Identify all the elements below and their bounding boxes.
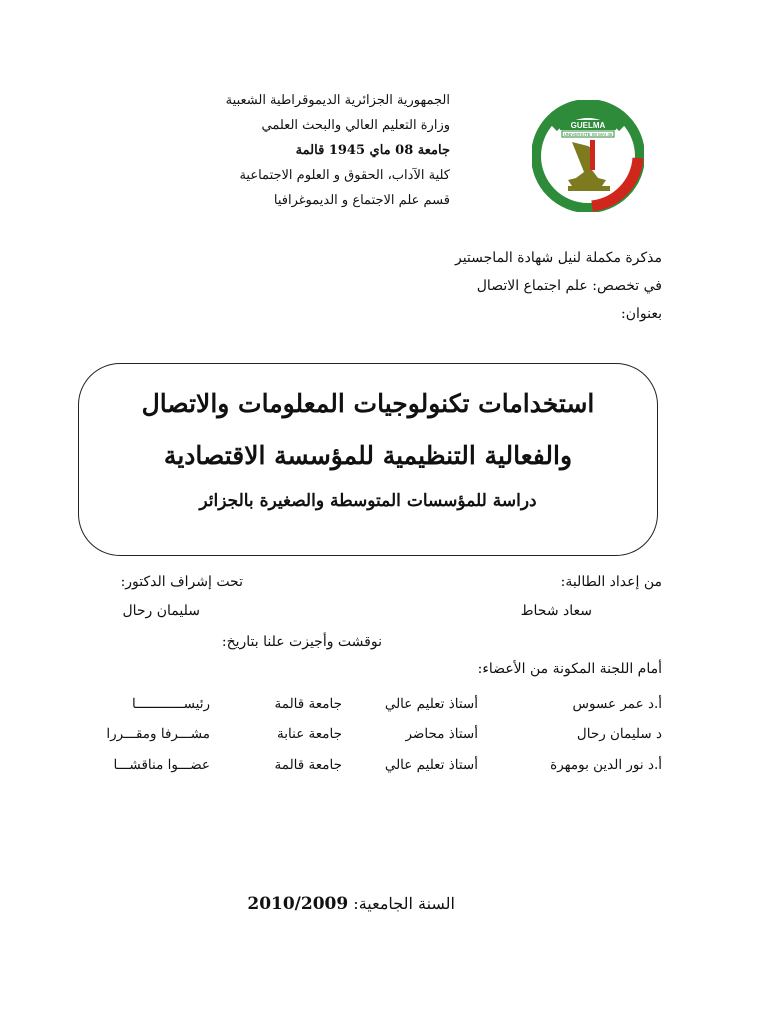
department-name: قسم علم الاجتماع و الديموغرافيا: [273, 193, 450, 208]
thesis-title-line1: استخدامات تكنولوجيات المعلومات والاتصال: [141, 389, 595, 418]
committee-member-name: أ.د نور الدين بومهرة: [550, 757, 662, 773]
committee-member-name: أ.د عمر عسوس: [572, 696, 662, 712]
university-name: جامعة 08 ماي 1945 قالمة: [295, 143, 450, 158]
ministry-name: وزارة التعليم العالي والبحث العلمي: [261, 118, 450, 133]
committee-member-role: رئيســــــــــــا: [132, 696, 210, 712]
academic-year-label: السنة الجامعية:: [353, 894, 455, 913]
committee-member-role: عضـــوا مناقشـــا: [113, 757, 210, 773]
committee-label: أمام اللجنة المكونة من الأعضاء:: [477, 661, 662, 677]
committee-member-university: جامعة قالمة: [274, 757, 342, 773]
thesis-title-line2: والفعالية التنظيمية للمؤسسة الاقتصادية: [163, 441, 573, 470]
academic-year-value: 2010/2009: [247, 894, 349, 914]
faculty-name: كلية الآداب، الحقوق و العلوم الاجتماعية: [239, 168, 450, 183]
student-name: سعاد شحاط: [520, 603, 592, 619]
thesis-intro: [455, 244, 662, 328]
institution-header: [190, 88, 450, 213]
title-label: بعنوان:: [621, 306, 662, 322]
logo-text: GUELMA: [570, 121, 606, 130]
committee-member-rank: أستاذ تعليم عالي: [384, 757, 478, 773]
academic-year: [247, 894, 455, 914]
committee-member-name: د سليمان رحال: [576, 726, 662, 742]
committee-member-role: مشـــرفا ومقـــررا: [106, 726, 210, 742]
republic-name: الجمهورية الجزائرية الديموقراطية الشعبية: [225, 93, 450, 108]
committee-member-rank: أستاذ محاضر: [405, 726, 478, 742]
specialty: في تخصص: علم اجتماع الاتصال: [476, 278, 662, 294]
prepared-by-label: من إعداد الطالبة:: [560, 574, 662, 590]
thesis-subtitle: دراسة للمؤسسات المتوسطة والصغيرة بالجزائر: [199, 491, 537, 511]
committee-member-rank: أستاذ تعليم عالي: [384, 696, 478, 712]
university-logo: [532, 100, 644, 212]
degree-statement: مذكرة مكملة لنيل شهادة الماجستير: [454, 250, 662, 266]
committee-member-university: جامعة عنابة: [277, 726, 342, 742]
thesis-title-box: [78, 363, 658, 556]
logo-subtext: UNIVERSITE 08 MAI 45: [563, 132, 613, 137]
committee-member-university: جامعة قالمة: [274, 696, 342, 712]
supervision-label: تحت إشراف الدكتور:: [120, 574, 243, 590]
defense-statement: نوقشت وأجيزت علنا بتاريخ:: [221, 634, 382, 650]
supervisor-name: سليمان رحال: [122, 603, 200, 619]
